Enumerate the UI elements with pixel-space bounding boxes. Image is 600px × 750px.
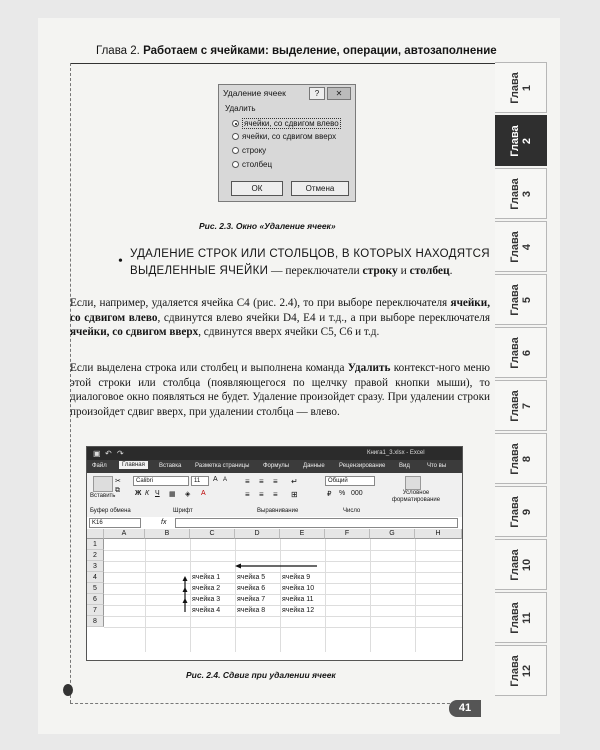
- fx-icon[interactable]: fx: [161, 519, 167, 526]
- bullet-item: [130, 245, 490, 279]
- shift-left-arrowhead: [235, 564, 241, 569]
- option-label: ячейки, со сдвигом влево: [244, 119, 339, 128]
- redo-icon[interactable]: ↷: [117, 449, 124, 458]
- tab-number: 9: [520, 508, 533, 515]
- delete-cells-dialog: [218, 84, 356, 202]
- chapter-tab-4[interactable]: [495, 221, 547, 272]
- currency-icon[interactable]: ₽: [327, 491, 332, 498]
- name-box[interactable]: K16: [89, 518, 141, 528]
- row-header-7[interactable]: 7: [87, 605, 104, 616]
- row-header-6[interactable]: 6: [87, 594, 104, 605]
- row-header-2[interactable]: 2: [87, 550, 104, 561]
- header-chapter: Глава 2.: [96, 45, 140, 57]
- radio-icon: [232, 133, 239, 140]
- group-number: Число: [343, 508, 361, 514]
- bullet-icon: •: [118, 254, 123, 269]
- align-top-icon[interactable]: ≡: [245, 477, 250, 486]
- cell-D6[interactable]: ячейка 7: [237, 596, 266, 603]
- group-clipboard: Буфер обмена: [90, 508, 131, 514]
- tab-word: Глава: [508, 389, 521, 422]
- page-number: 41: [449, 700, 481, 717]
- tab-number: 11: [520, 611, 533, 624]
- excel-screenshot: [86, 446, 463, 661]
- cell-C7[interactable]: ячейка 4: [192, 607, 221, 614]
- chapter-tab-11[interactable]: [495, 592, 547, 643]
- column-header-A[interactable]: A: [104, 529, 145, 539]
- tab-number: 7: [520, 402, 533, 409]
- number-format-select[interactable]: Общий: [325, 476, 375, 486]
- align-right-icon[interactable]: ≡: [273, 490, 278, 499]
- chapter-tab-1[interactable]: [495, 62, 547, 113]
- excel-ribbon-tabs: [87, 460, 462, 473]
- figure-caption-2-3: Рис. 2.3. Окно «Удаление ячеек»: [199, 221, 336, 231]
- column-header-H[interactable]: H: [415, 529, 462, 539]
- font-size-select[interactable]: 11: [191, 476, 209, 486]
- tab-view[interactable]: Вид: [399, 463, 410, 469]
- para1-bold-2: ячейки, со сдвигом вверх: [70, 326, 199, 339]
- chapter-tab-3[interactable]: [495, 168, 547, 219]
- formula-input[interactable]: [175, 518, 458, 528]
- tab-word: Глава: [508, 548, 521, 581]
- chapter-tab-7[interactable]: [495, 380, 547, 431]
- tab-number: 12: [520, 664, 533, 677]
- ok-button[interactable]: ОК: [231, 181, 283, 196]
- fill-color-icon[interactable]: ◈: [185, 491, 191, 498]
- cell-E6[interactable]: ячейка 11: [282, 596, 314, 603]
- bold-icon[interactable]: Ж: [135, 490, 142, 497]
- chapter-tab-9[interactable]: [495, 486, 547, 537]
- cell-D7[interactable]: ячейка 8: [237, 607, 266, 614]
- chapter-tab-10[interactable]: [495, 539, 547, 590]
- cell-C5[interactable]: ячейка 2: [192, 585, 221, 592]
- tab-word: Глава: [508, 71, 521, 104]
- help-button[interactable]: ?: [309, 87, 325, 100]
- tab-word: Глава: [508, 283, 521, 316]
- bullet-bold-column: столбец: [409, 265, 450, 277]
- para2-text-1: Если выделена строка или столбец и выполнена команда: [70, 362, 348, 374]
- option-shift-left[interactable]: [232, 118, 341, 129]
- tab-formulas[interactable]: Формулы: [263, 463, 290, 469]
- para1-text-3: , сдвинутся вверх ячейки С5, С6 и т.д.: [198, 326, 380, 339]
- borders-icon[interactable]: ▦: [169, 491, 176, 498]
- tab-number: 5: [520, 296, 533, 303]
- shift-arrows: [87, 529, 462, 652]
- column-header-C[interactable]: C: [190, 529, 235, 539]
- para1-text-2: , сдвинутся влево ячейки D4, E4 и т.д., а при выборе переключателя: [157, 311, 490, 324]
- option-shift-up[interactable]: [232, 132, 336, 141]
- row-header-8[interactable]: 8: [87, 616, 104, 627]
- bullet-end: .: [449, 265, 453, 277]
- wrap-text-icon[interactable]: ↵: [291, 477, 298, 486]
- para2-bold: Удалить: [347, 362, 391, 374]
- cell-D5[interactable]: ячейка 6: [237, 585, 266, 592]
- save-icon[interactable]: ▣: [93, 449, 101, 458]
- cell-C6[interactable]: ячейка 3: [192, 596, 221, 603]
- para1-text-1: Если, например, удаляется ячейка С4 (рис. 2.4), то при выборе переключателя: [70, 297, 451, 309]
- column-header-D[interactable]: D: [235, 529, 280, 539]
- paragraph-1: [70, 296, 490, 340]
- row-header-1[interactable]: 1: [87, 539, 104, 550]
- underline-icon[interactable]: Ч: [155, 490, 160, 497]
- option-label: строку: [242, 146, 267, 155]
- figure-caption-2-4: Рис. 2.4. Сдвиг при удалении ячеек: [186, 670, 336, 680]
- tab-number: 10: [520, 558, 533, 571]
- font-name-select[interactable]: Calibri: [133, 476, 189, 486]
- tab-number: 1: [520, 84, 533, 91]
- tab-word: Глава: [508, 230, 521, 263]
- font-color-icon[interactable]: A: [201, 490, 206, 497]
- undo-icon[interactable]: ↶: [105, 449, 112, 458]
- chapter-tab-2[interactable]: [495, 115, 547, 166]
- bullet-caps-text: УДАЛЕНИЕ СТРОК ИЛИ СТОЛБЦОВ, В КОТОРЫХ НАХОДЯТСЯ ВЫДЕЛЕННЫЕ ЯЧЕЙКИ: [130, 248, 490, 277]
- cell-E7[interactable]: ячейка 12: [282, 607, 315, 614]
- dialog-title: Удаление ячеек: [223, 88, 286, 98]
- tab-word: Глава: [508, 336, 521, 369]
- bullet-bold-row: строку: [362, 265, 398, 277]
- running-header: [96, 45, 497, 57]
- tab-data[interactable]: Данные: [303, 463, 325, 469]
- tab-number: 6: [520, 349, 533, 356]
- column-header-G[interactable]: G: [370, 529, 415, 539]
- align-middle-icon[interactable]: ≡: [259, 477, 264, 486]
- header-title: Работаем с ячейками: выделение, операции, автозаполнение: [143, 45, 497, 57]
- tab-number: 2: [520, 137, 533, 144]
- row-header-4[interactable]: 4: [87, 572, 104, 583]
- cancel-button[interactable]: Отмена: [291, 181, 349, 196]
- tab-review[interactable]: Рецензирование: [339, 463, 386, 469]
- option-label: столбец: [242, 160, 273, 169]
- option-label: ячейки, со сдвигом вверх: [242, 132, 337, 141]
- align-center-icon[interactable]: ≡: [259, 490, 264, 499]
- tab-number: 4: [520, 243, 533, 250]
- para1-bold-1: ячейки, со сдвигом влево: [70, 297, 490, 324]
- tab-word: Глава: [508, 442, 521, 475]
- column-header-F[interactable]: F: [325, 529, 370, 539]
- paragraph-2: [70, 361, 490, 419]
- page-corner-mark: [63, 684, 73, 696]
- merge-icon[interactable]: ⊞: [291, 490, 298, 499]
- align-left-icon[interactable]: ≡: [245, 490, 250, 499]
- chapter-tab-5[interactable]: [495, 274, 547, 325]
- shift-up-arrowhead-1: [183, 576, 188, 581]
- italic-icon[interactable]: К: [145, 490, 150, 497]
- column-header-B[interactable]: B: [145, 529, 190, 539]
- chapter-tabs: [495, 62, 547, 698]
- paste-button[interactable]: Вставить: [90, 493, 116, 499]
- shift-up-arrowhead-3: [183, 598, 188, 603]
- align-bottom-icon[interactable]: ≡: [273, 477, 278, 486]
- tab-file[interactable]: Файл: [92, 463, 107, 469]
- column-header-E[interactable]: E: [280, 529, 325, 539]
- group-alignment: Выравнивание: [257, 508, 299, 514]
- radio-selected-icon: [232, 120, 239, 127]
- tab-number: 3: [520, 190, 533, 197]
- excel-ribbon: [87, 473, 462, 518]
- header-rule: [70, 63, 495, 64]
- delete-group-label: Удалить: [225, 104, 256, 113]
- tab-word: Глава: [508, 495, 521, 528]
- tab-word: Глава: [508, 601, 521, 634]
- bottom-dashed-border: [70, 703, 460, 704]
- bullet-and: и: [397, 265, 410, 277]
- group-font: Шрифт: [173, 508, 193, 514]
- tab-insert[interactable]: Вставка: [159, 463, 182, 469]
- shift-up-arrowhead-2: [183, 587, 188, 592]
- cell-D4[interactable]: ячейка 5: [237, 574, 266, 581]
- chapter-tab-8[interactable]: [495, 433, 547, 484]
- cell-E4[interactable]: ячейка 9: [282, 574, 311, 581]
- conditional-format-button[interactable]: Условное форматирование: [391, 490, 441, 503]
- tab-word: Глава: [508, 654, 521, 687]
- tab-number: 8: [520, 455, 533, 462]
- excel-titlebar: [87, 447, 462, 460]
- thousands-icon[interactable]: 000: [351, 490, 363, 497]
- para2-text-2: контекст-ного меню этой строки или столбца (появляющегося по щелчку правой кнопки мыши), то диалоговое окно появляться не будет. Удаление произойдет сразу. При удалении строки произойдет сдвиг вверх, при удалении столбца — влево.: [70, 362, 490, 418]
- copy-icon[interactable]: ⧉: [115, 487, 120, 494]
- chapter-tab-6[interactable]: [495, 327, 547, 378]
- option-column[interactable]: [232, 160, 272, 169]
- shrink-font-icon[interactable]: A: [223, 477, 228, 483]
- tab-tell-me[interactable]: Что вы: [427, 463, 447, 469]
- cell-E5[interactable]: ячейка 10: [282, 585, 315, 592]
- option-row[interactable]: [232, 146, 266, 155]
- close-button[interactable]: ✕: [327, 87, 351, 100]
- grow-font-icon[interactable]: A: [213, 476, 218, 483]
- tab-page-layout[interactable]: Разметка страницы: [195, 463, 250, 469]
- tab-word: Глава: [508, 124, 521, 157]
- bullet-text: — переключатели: [268, 265, 363, 277]
- tab-home[interactable]: Главная: [119, 461, 148, 469]
- cell-C4[interactable]: ячейка 1: [192, 574, 221, 581]
- row-header-5[interactable]: 5: [87, 583, 104, 594]
- radio-icon: [232, 147, 239, 154]
- paste-icon[interactable]: [93, 476, 113, 492]
- tab-word: Глава: [508, 177, 521, 210]
- chapter-tab-12[interactable]: [495, 645, 547, 696]
- cut-icon[interactable]: ✂: [115, 478, 121, 485]
- radio-icon: [232, 161, 239, 168]
- conditional-format-icon[interactable]: [405, 476, 421, 490]
- percent-icon[interactable]: %: [339, 490, 346, 497]
- row-header-3[interactable]: 3: [87, 561, 104, 572]
- excel-window-title: Книга1_3.xlsx - Excel: [367, 450, 425, 456]
